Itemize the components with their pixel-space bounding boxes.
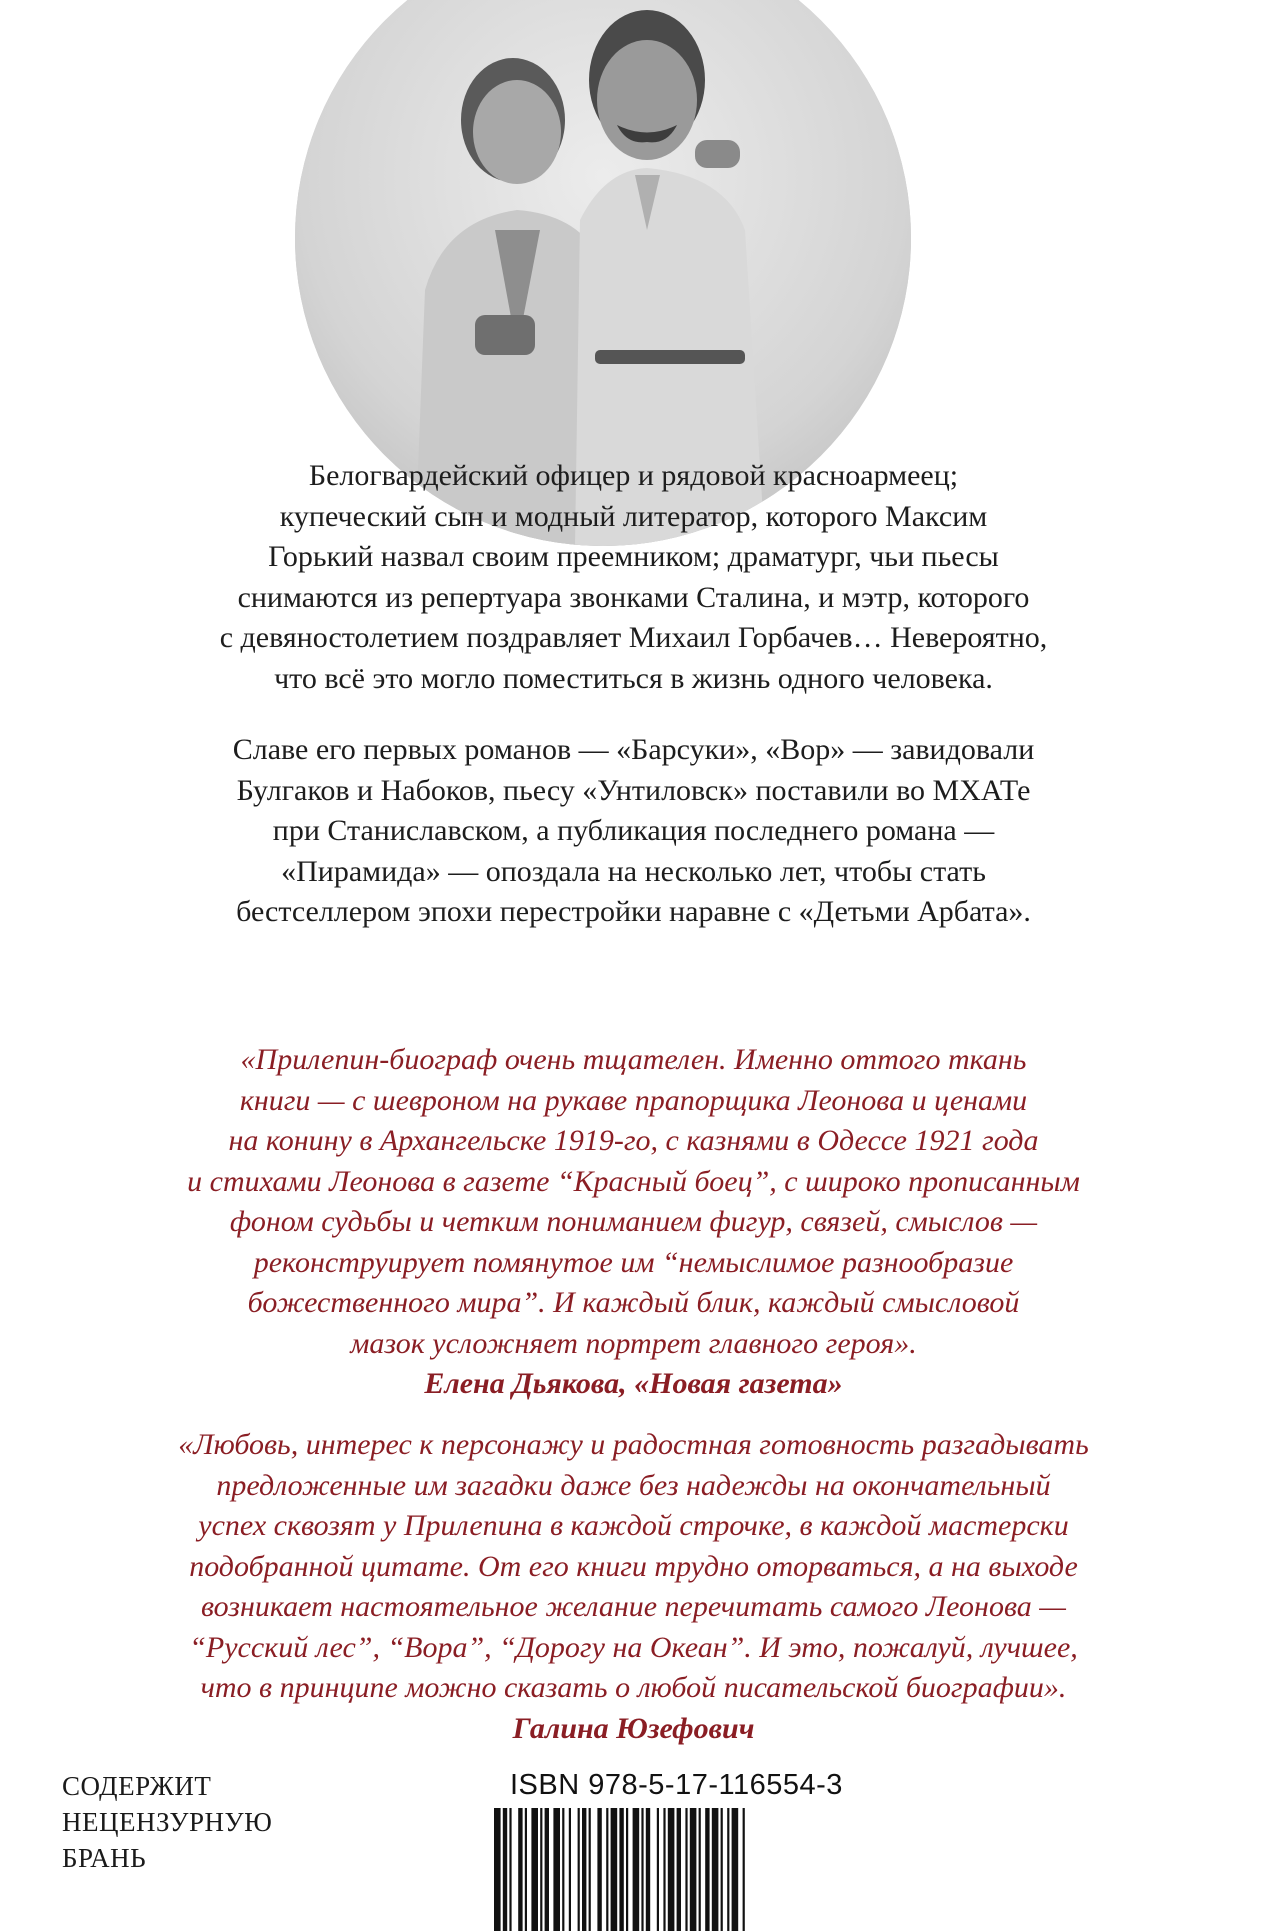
text-line: бестселлером эпохи перестройки наравне с «Детьми Арбата». (236, 895, 1031, 928)
barcode-bar (699, 1808, 701, 1931)
text-line: что всё это могло поместиться в жизнь одного человека. (274, 661, 993, 695)
quote-line: книги — с шевроном на рукаве прапорщика Леонова и ценами (239, 1083, 1028, 1117)
quote-author: Елена Дьякова, «Новая газета» (424, 1367, 843, 1400)
barcode-bar (562, 1808, 564, 1931)
text-line: снимаются из репертуара звонками Сталина, и мэтр, которого (237, 580, 1030, 614)
text-line: при Станиславском, а публикация последнего романа — (272, 814, 995, 847)
barcode-bar (518, 1808, 522, 1931)
barcode-bar (597, 1808, 601, 1931)
quote-author: Галина Юзефович (512, 1711, 755, 1745)
text-line: с девяностолетием поздравляет Михаил Горбачев… Невероятно, (219, 621, 1048, 654)
barcode-bar (626, 1808, 628, 1931)
barcode-bar (494, 1808, 501, 1931)
content-warning (62, 1768, 272, 1876)
warning-line: СОДЕРЖИТ (62, 1771, 212, 1801)
barcode-bar (553, 1808, 560, 1931)
quote-line: реконструирует помянутое им “немыслимое разнообразие (253, 1245, 1014, 1279)
barcode-bar (503, 1808, 507, 1931)
barcode-bar (743, 1808, 745, 1931)
warning-line: БРАНЬ (62, 1843, 147, 1873)
quote-line: что в принципе можно сказать о любой писательской биографии». (200, 1671, 1067, 1704)
quote-line: фоном судьбы и четким пониманием фигур, связей, смыслов — (229, 1205, 1038, 1238)
barcode-bar (721, 1808, 723, 1931)
quote-line: возникает настоятельное желание перечитать самого Леонова — (201, 1590, 1066, 1623)
barcode-bar (690, 1808, 697, 1931)
quote-line: предложенные им загадки даже без надежды на окончательный (216, 1468, 1051, 1502)
barcode-bar (657, 1808, 659, 1931)
text-line: Булгаков и Набоков, пьесу «Унтиловск» поставили во МХАТе (236, 773, 1031, 807)
quote-line: «Любовь, интерес к персонажу и радостная готовность разгадывать (178, 1428, 1089, 1461)
warning-line: НЕЦЕНЗУРНУЮ (62, 1807, 273, 1837)
barcode-bar (531, 1808, 538, 1931)
review-quote-1 (150, 1040, 1117, 1405)
quote-line: подобранной цитате. От его книги трудно оторваться, а на выходе (189, 1549, 1078, 1583)
barcode-bar (606, 1808, 608, 1931)
barcode-bar (619, 1808, 623, 1931)
barcode-bar (663, 1808, 665, 1931)
barcode-bar (545, 1808, 549, 1931)
quote-line: мазок усложняет портрет главного героя». (350, 1326, 917, 1360)
text-line: Славе его первых романов — «Барсуки», «Вор» — завидовали (232, 733, 1035, 766)
barcode-bar (578, 1808, 580, 1931)
quote-line: успех сквозят у Прилепина в каждой строчке, в каждой мастерски (198, 1509, 1069, 1542)
barcode-bar (582, 1808, 586, 1931)
barcode-bar (641, 1808, 643, 1931)
barcode-bar (668, 1808, 675, 1931)
description-paragraph-1 (150, 456, 1117, 699)
barcode-bar (646, 1808, 650, 1931)
quote-line: на конину в Архангельске 1919-го, с казнями в Одессе 1921 года (228, 1124, 1039, 1157)
text-line: Горький назвал своим преемником; драматург, чьи пьесы (268, 540, 999, 573)
barcode-bar (712, 1808, 719, 1931)
text-line: купеческий сын и модный литератор, которого Максим (279, 499, 988, 533)
barcode-bar (589, 1808, 591, 1931)
barcode-bar (732, 1808, 739, 1931)
quote-line: божественного мира”. И каждый блик, каждый смысловой (247, 1286, 1020, 1319)
barcode-bar (525, 1808, 527, 1931)
quote-line: “Русский лес”, “Вора”, “Дорогу на Океан”. И это, пожалуй, лучшее, (189, 1630, 1078, 1664)
description-paragraph-2 (150, 730, 1117, 933)
barcode-icon (490, 1808, 850, 1931)
barcode-bar (727, 1808, 729, 1931)
quote-line: «Прилепин-биограф очень тщателен. Именно оттого ткань (240, 1043, 1027, 1076)
text-line: «Пирамида» — опоздала на несколько лет, чтобы стать (281, 854, 986, 888)
review-quote-2 (150, 1425, 1117, 1749)
barcode-bar (633, 1808, 640, 1931)
isbn-label: ISBN 978-5-17-116554-3 (510, 1769, 843, 1801)
quote-line: и стихами Леонова в газете “Красный боец”, с широко прописанным (187, 1164, 1080, 1198)
barcode-bar (677, 1808, 681, 1931)
barcode-bar (611, 1808, 618, 1931)
barcode-bar (540, 1808, 542, 1931)
barcode-bar (685, 1808, 687, 1931)
barcode-bar (705, 1808, 709, 1931)
barcode-bar (569, 1808, 571, 1931)
text-line: Белогвардейский офицер и рядовой красноармеец; (308, 459, 959, 492)
barcode-bar (509, 1808, 511, 1931)
